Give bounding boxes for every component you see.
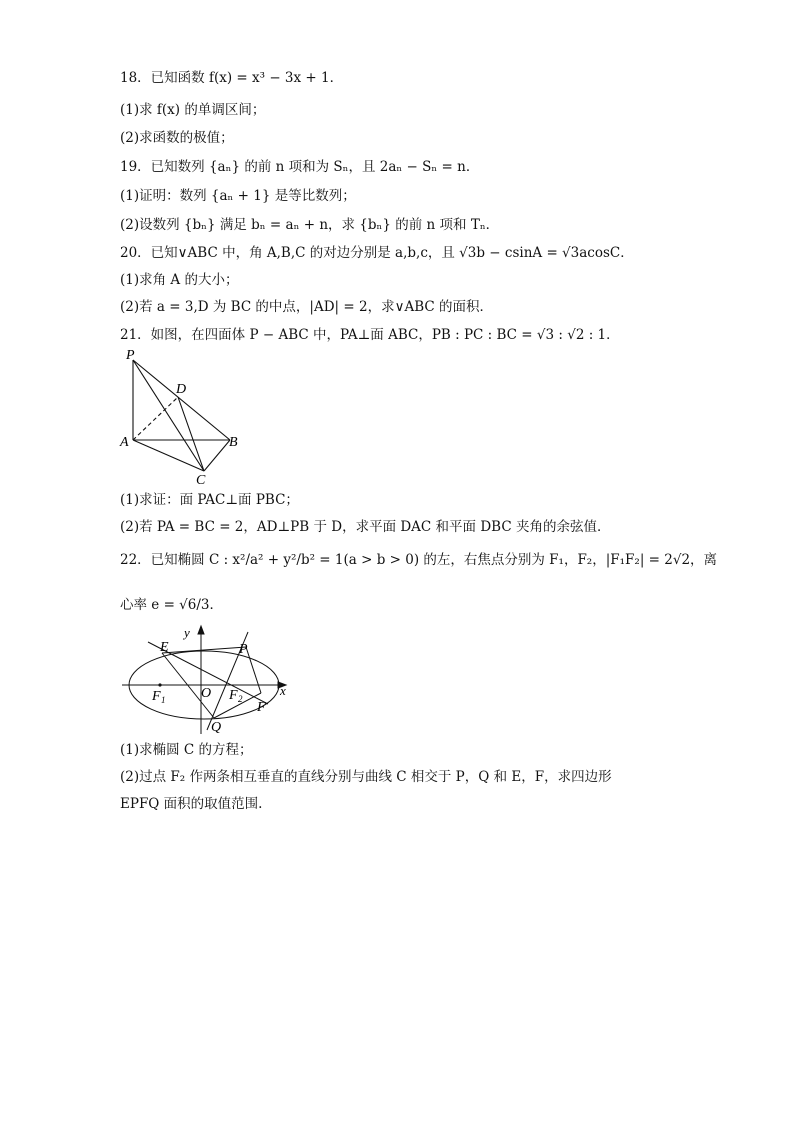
tetra-label-d: D: [176, 382, 187, 397]
ellipse-label-f2: F: [229, 688, 238, 703]
ellipse-label-f: F: [257, 700, 266, 715]
problem-19-stem: 19．已知数列 {aₙ} 的前 n 项和为 Sₙ，且 2aₙ − Sₙ = n．: [120, 159, 480, 175]
problem-18-part-1: (1)求 f(x) 的单调区间；: [120, 102, 266, 118]
problem-21-part-2: (2)若 PA = BC = 2，AD⊥PB 于 D，求平面 DAC 和平面 DBC 夹角的余弦值．: [120, 519, 611, 535]
problem-18-part-2: (2)求函数的极值；: [120, 130, 234, 146]
problem-19-part-2: (2)设数列 {bₙ} 满足 bₙ = aₙ + n，求 {bₙ} 的前 n 项和 Tₙ．: [120, 217, 500, 233]
problem-22-stem: 22．已知椭圆 C : x²/a² + y²/b² = 1(a > b > 0) 的左，右焦点分别为 F₁，F₂，|F₁F₂| = 2√2，离: [120, 552, 718, 568]
problem-22-part-2: (2)过点 F₂ 作两条相互垂直的直线分别与曲线 C 相交于 P，Q 和 E，F，求四边形: [120, 769, 612, 785]
tetra-label-p: P: [126, 348, 135, 363]
ellipse-label-x: x: [280, 683, 286, 698]
ellipse-label-y: y: [184, 625, 190, 640]
problem-19-part-1: (1)证明：数列 {aₙ + 1} 是等比数列；: [120, 188, 356, 204]
ellipse-label-f2-sub: 2: [238, 694, 243, 704]
tetra-label-b: B: [229, 435, 238, 450]
ellipse-label-e: E: [160, 640, 169, 655]
ellipse-label-q: Q: [211, 720, 222, 735]
problem-22-part-2-cont: EPFQ 面积的取值范围.: [120, 796, 263, 812]
ellipse-label-f1: F: [152, 689, 161, 704]
problem-21-part-1: (1)求证：面 PAC⊥面 PBC；: [120, 492, 299, 508]
ellipse-label-f1-sub: 1: [161, 695, 166, 705]
problem-20-stem: 20．已知∨ABC 中，角 A,B,C 的对边分别是 a,b,c，且 √3b − csinA = √3acosC．: [120, 245, 634, 261]
problem-20-part-2: (2)若 a = 3,D 为 BC 的中点，|AD| = 2，求∨ABC 的面积．: [120, 299, 494, 315]
problem-22-part-1: (1)求椭圆 C 的方程；: [120, 742, 253, 758]
ellipse-figure: [118, 620, 298, 740]
problem-18-stem: 18．已知函数 f(x) = x³ − 3x + 1．: [120, 70, 344, 86]
problem-20-part-1: (1)求角 A 的大小；: [120, 272, 239, 288]
problem-22-eccentricity: 心率 e = √6/3．: [120, 597, 224, 613]
ellipse-label-p: P: [239, 642, 248, 657]
tetrahedron-figure: [118, 346, 243, 486]
ellipse-label-o: O: [201, 686, 212, 701]
problem-21-stem: 21．如图，在四面体 P − ABC 中，PA⊥面 ABC，PB : PC : BC = √3 : √2 : 1．: [120, 327, 620, 343]
tetra-label-a: A: [120, 435, 129, 450]
tetra-label-c: C: [196, 473, 206, 486]
